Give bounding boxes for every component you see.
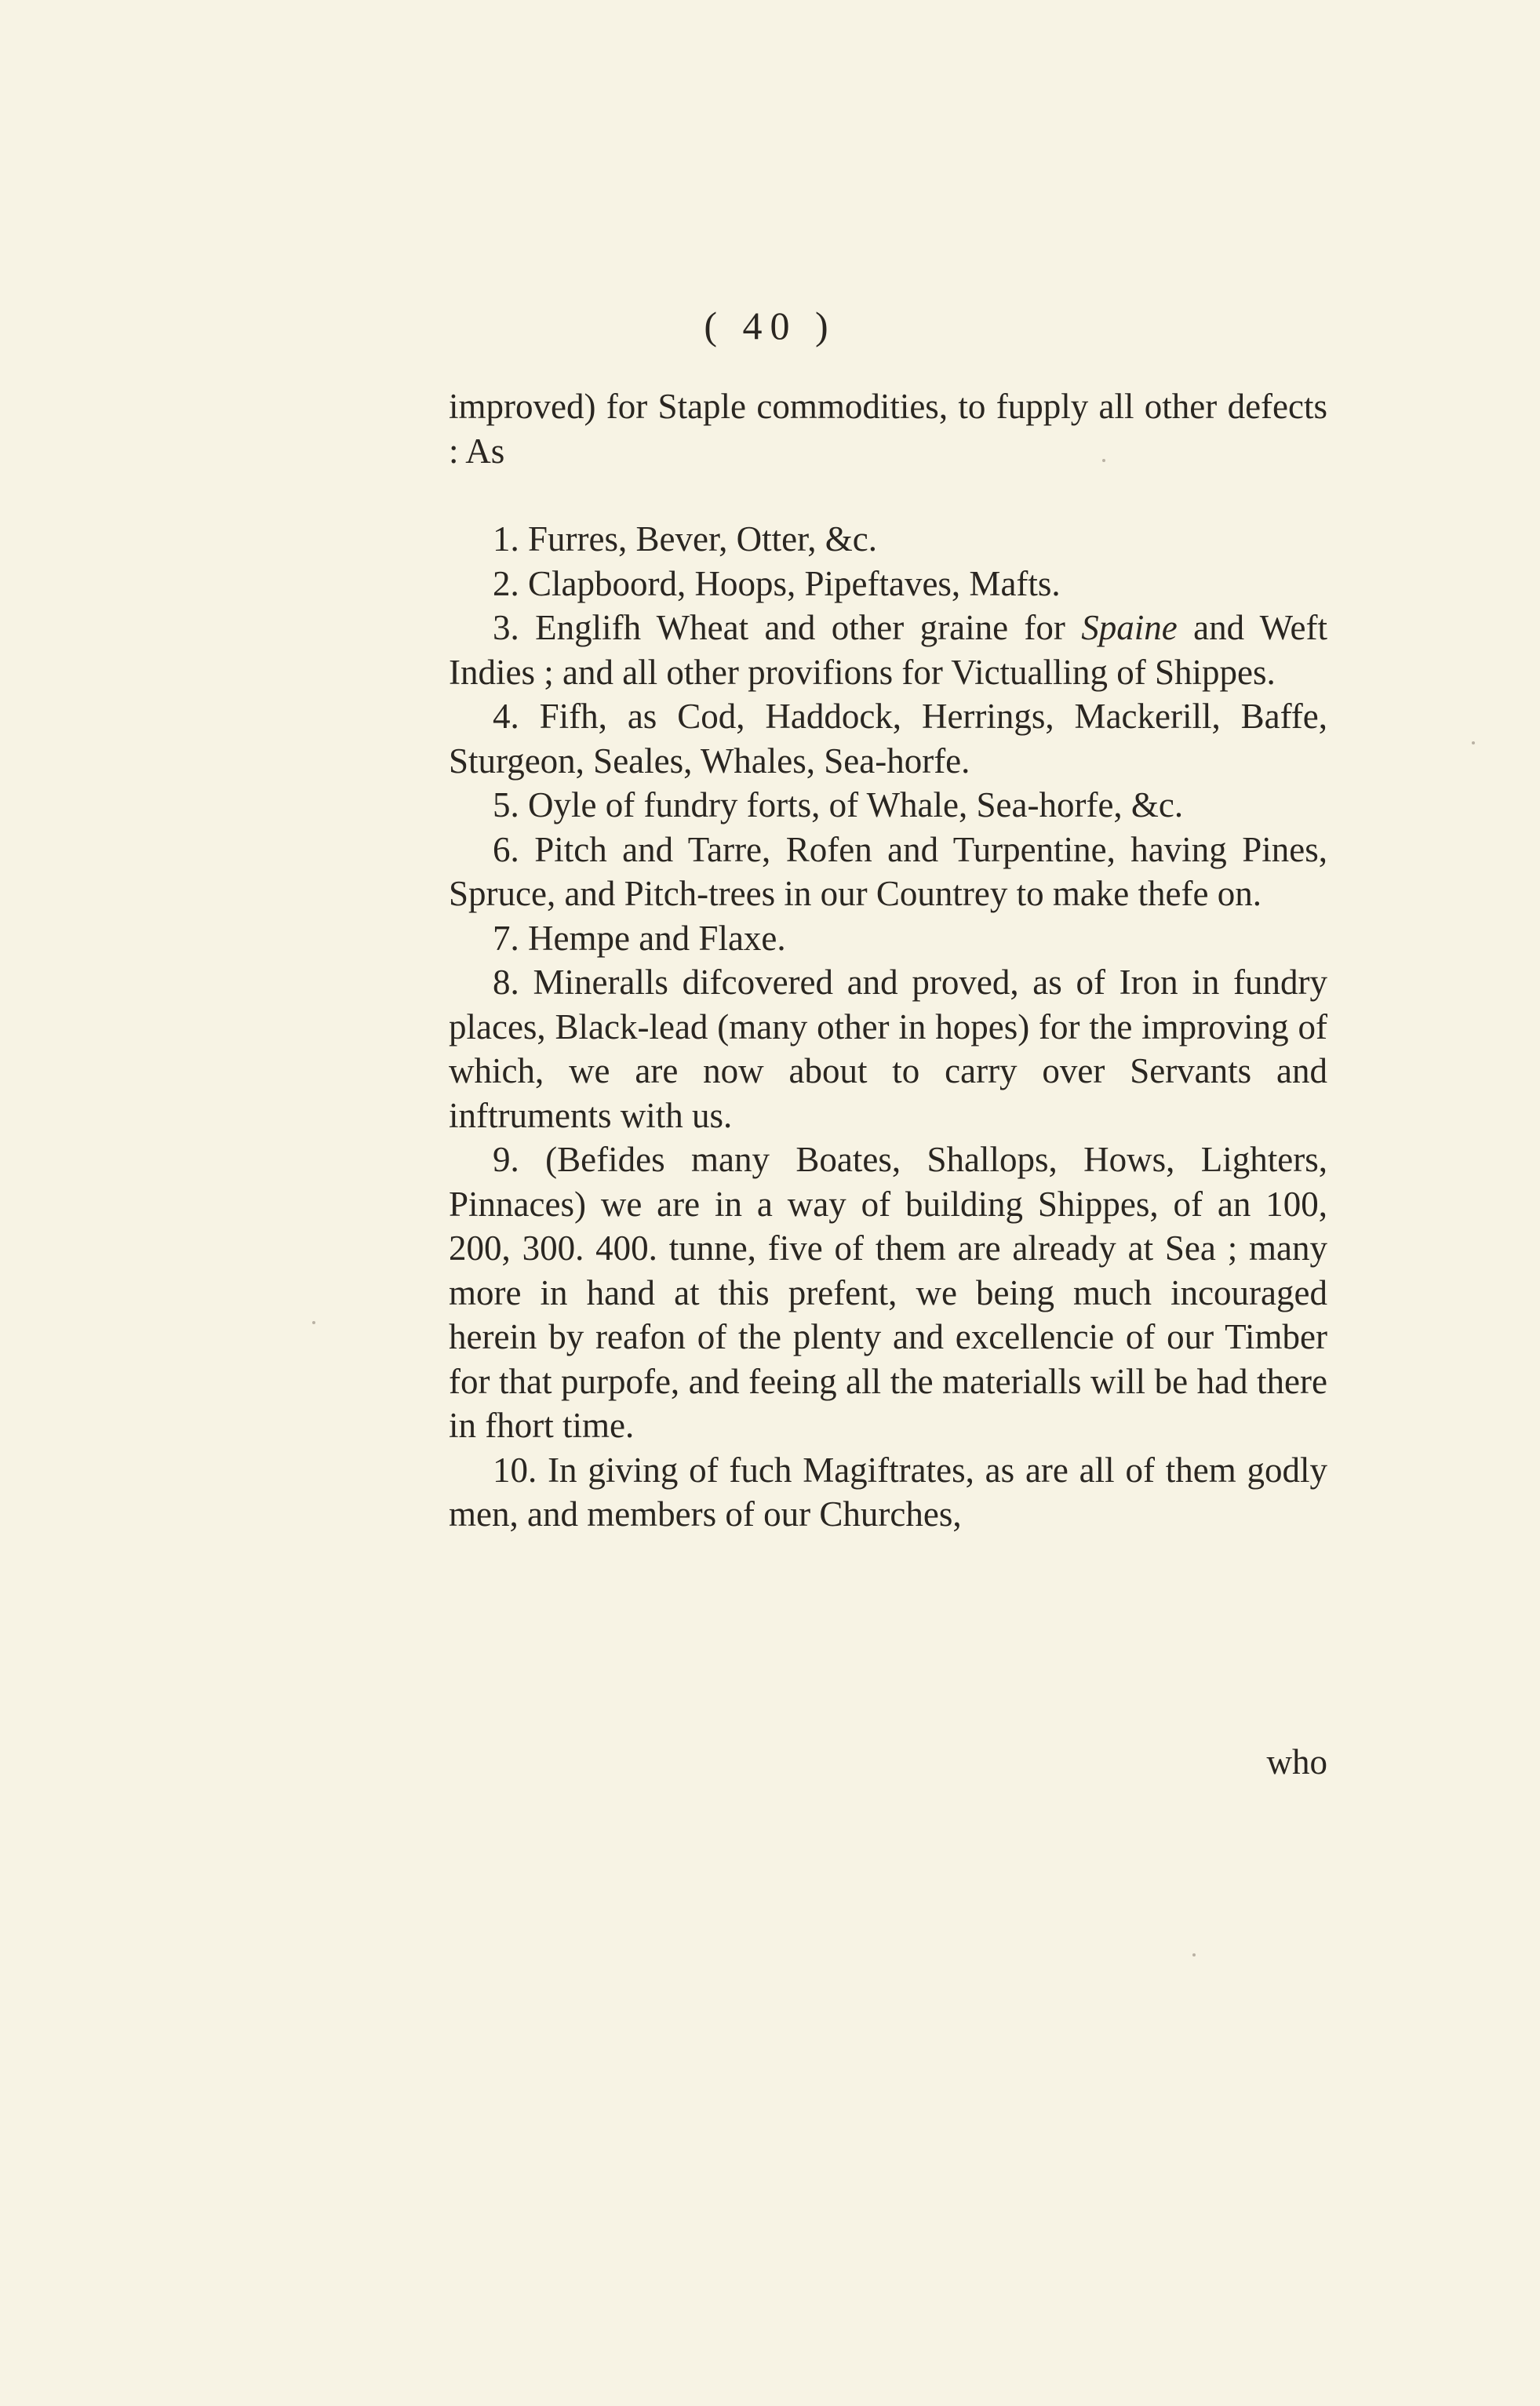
item-number: 3.	[493, 608, 519, 647]
list-item-4	[449, 694, 1327, 783]
paper-fleck	[1102, 459, 1105, 462]
item-text: Pitch and Tarre, Rofen and Turpentine, having Pines, Spruce, and Pitch-trees in our Countrey to make thefe on.	[449, 829, 1327, 913]
list-item-8	[449, 960, 1327, 1137]
item-number: 1.	[493, 519, 519, 559]
paper-fleck	[1472, 741, 1475, 744]
item-number: 10.	[493, 1450, 537, 1490]
item-text: Fifh, as Cod, Haddock, Herrings, Mackerill, Baffe, Sturgeon, Seales, Whales, Sea-horfe.	[449, 697, 1327, 781]
list-item-2	[449, 562, 1327, 606]
list-item-9	[449, 1137, 1327, 1448]
item-text: Englifh Wheat and other graine for	[535, 608, 1065, 647]
list-item-10	[449, 1448, 1327, 1537]
item-text: In giving of fuch Magiftrates, as are all of them godly men, and members of our Churches,	[449, 1450, 1328, 1534]
item-text: Oyle of fundry forts, of Whale, Sea-horfe, &c.	[528, 785, 1184, 824]
item-number: 2.	[493, 563, 519, 603]
body-text	[449, 384, 1327, 1537]
item-text: Hempe and Flaxe.	[528, 918, 786, 958]
paper-fleck	[312, 1321, 315, 1324]
list-item-3	[449, 606, 1327, 694]
item-number: 4.	[493, 697, 519, 736]
list-item-5	[449, 783, 1327, 828]
item-text: (Befides many Boates, Shallops, Hows, Lighters, Pinnaces) we are in a way of building Shippes, of an 100, 200, 300. 400. tunne, five of them are already at Sea ; many more in hand at this prefent, we being much incouraged herein by reafon of the plenty and excellencie of our Timber for that purpofe, and feeing all the materialls will be had there in fhort time.	[449, 1140, 1328, 1445]
list-item-7	[449, 916, 1327, 961]
item-text: Clapboord, Hoops, Pipeftaves, Mafts.	[528, 563, 1061, 603]
page-header	[0, 303, 1540, 348]
list-item-1	[449, 517, 1327, 562]
item-text-continued: and Weft Indies ; and all other provifions for Victualling of Shippes.	[449, 608, 1328, 692]
item-number: 9.	[493, 1140, 519, 1179]
item-number: 6.	[493, 829, 519, 869]
header-right-paren: )	[815, 304, 836, 348]
item-text: Furres, Bever, Otter, &c.	[528, 519, 878, 559]
item-text: Mineralls difcovered and proved, as of Iron in fundry places, Black-lead (many other in hopes) for the improving of which, we are now about to carry over Servants and inftruments with us.	[449, 963, 1328, 1135]
paper-fleck	[1192, 1953, 1196, 1956]
item-emphasis: Spaine	[1081, 608, 1178, 647]
item-number: 7.	[493, 918, 519, 958]
page-number: 40	[742, 304, 798, 348]
list-item-6	[449, 828, 1327, 916]
item-number: 5.	[493, 785, 519, 824]
item-number: 8.	[493, 963, 519, 1002]
header-left-paren: (	[704, 304, 725, 348]
intro-paragraph: improved) for Staple commodities, to fupply all other defects : As	[449, 387, 1327, 471]
catchword: who	[1266, 1742, 1327, 1782]
